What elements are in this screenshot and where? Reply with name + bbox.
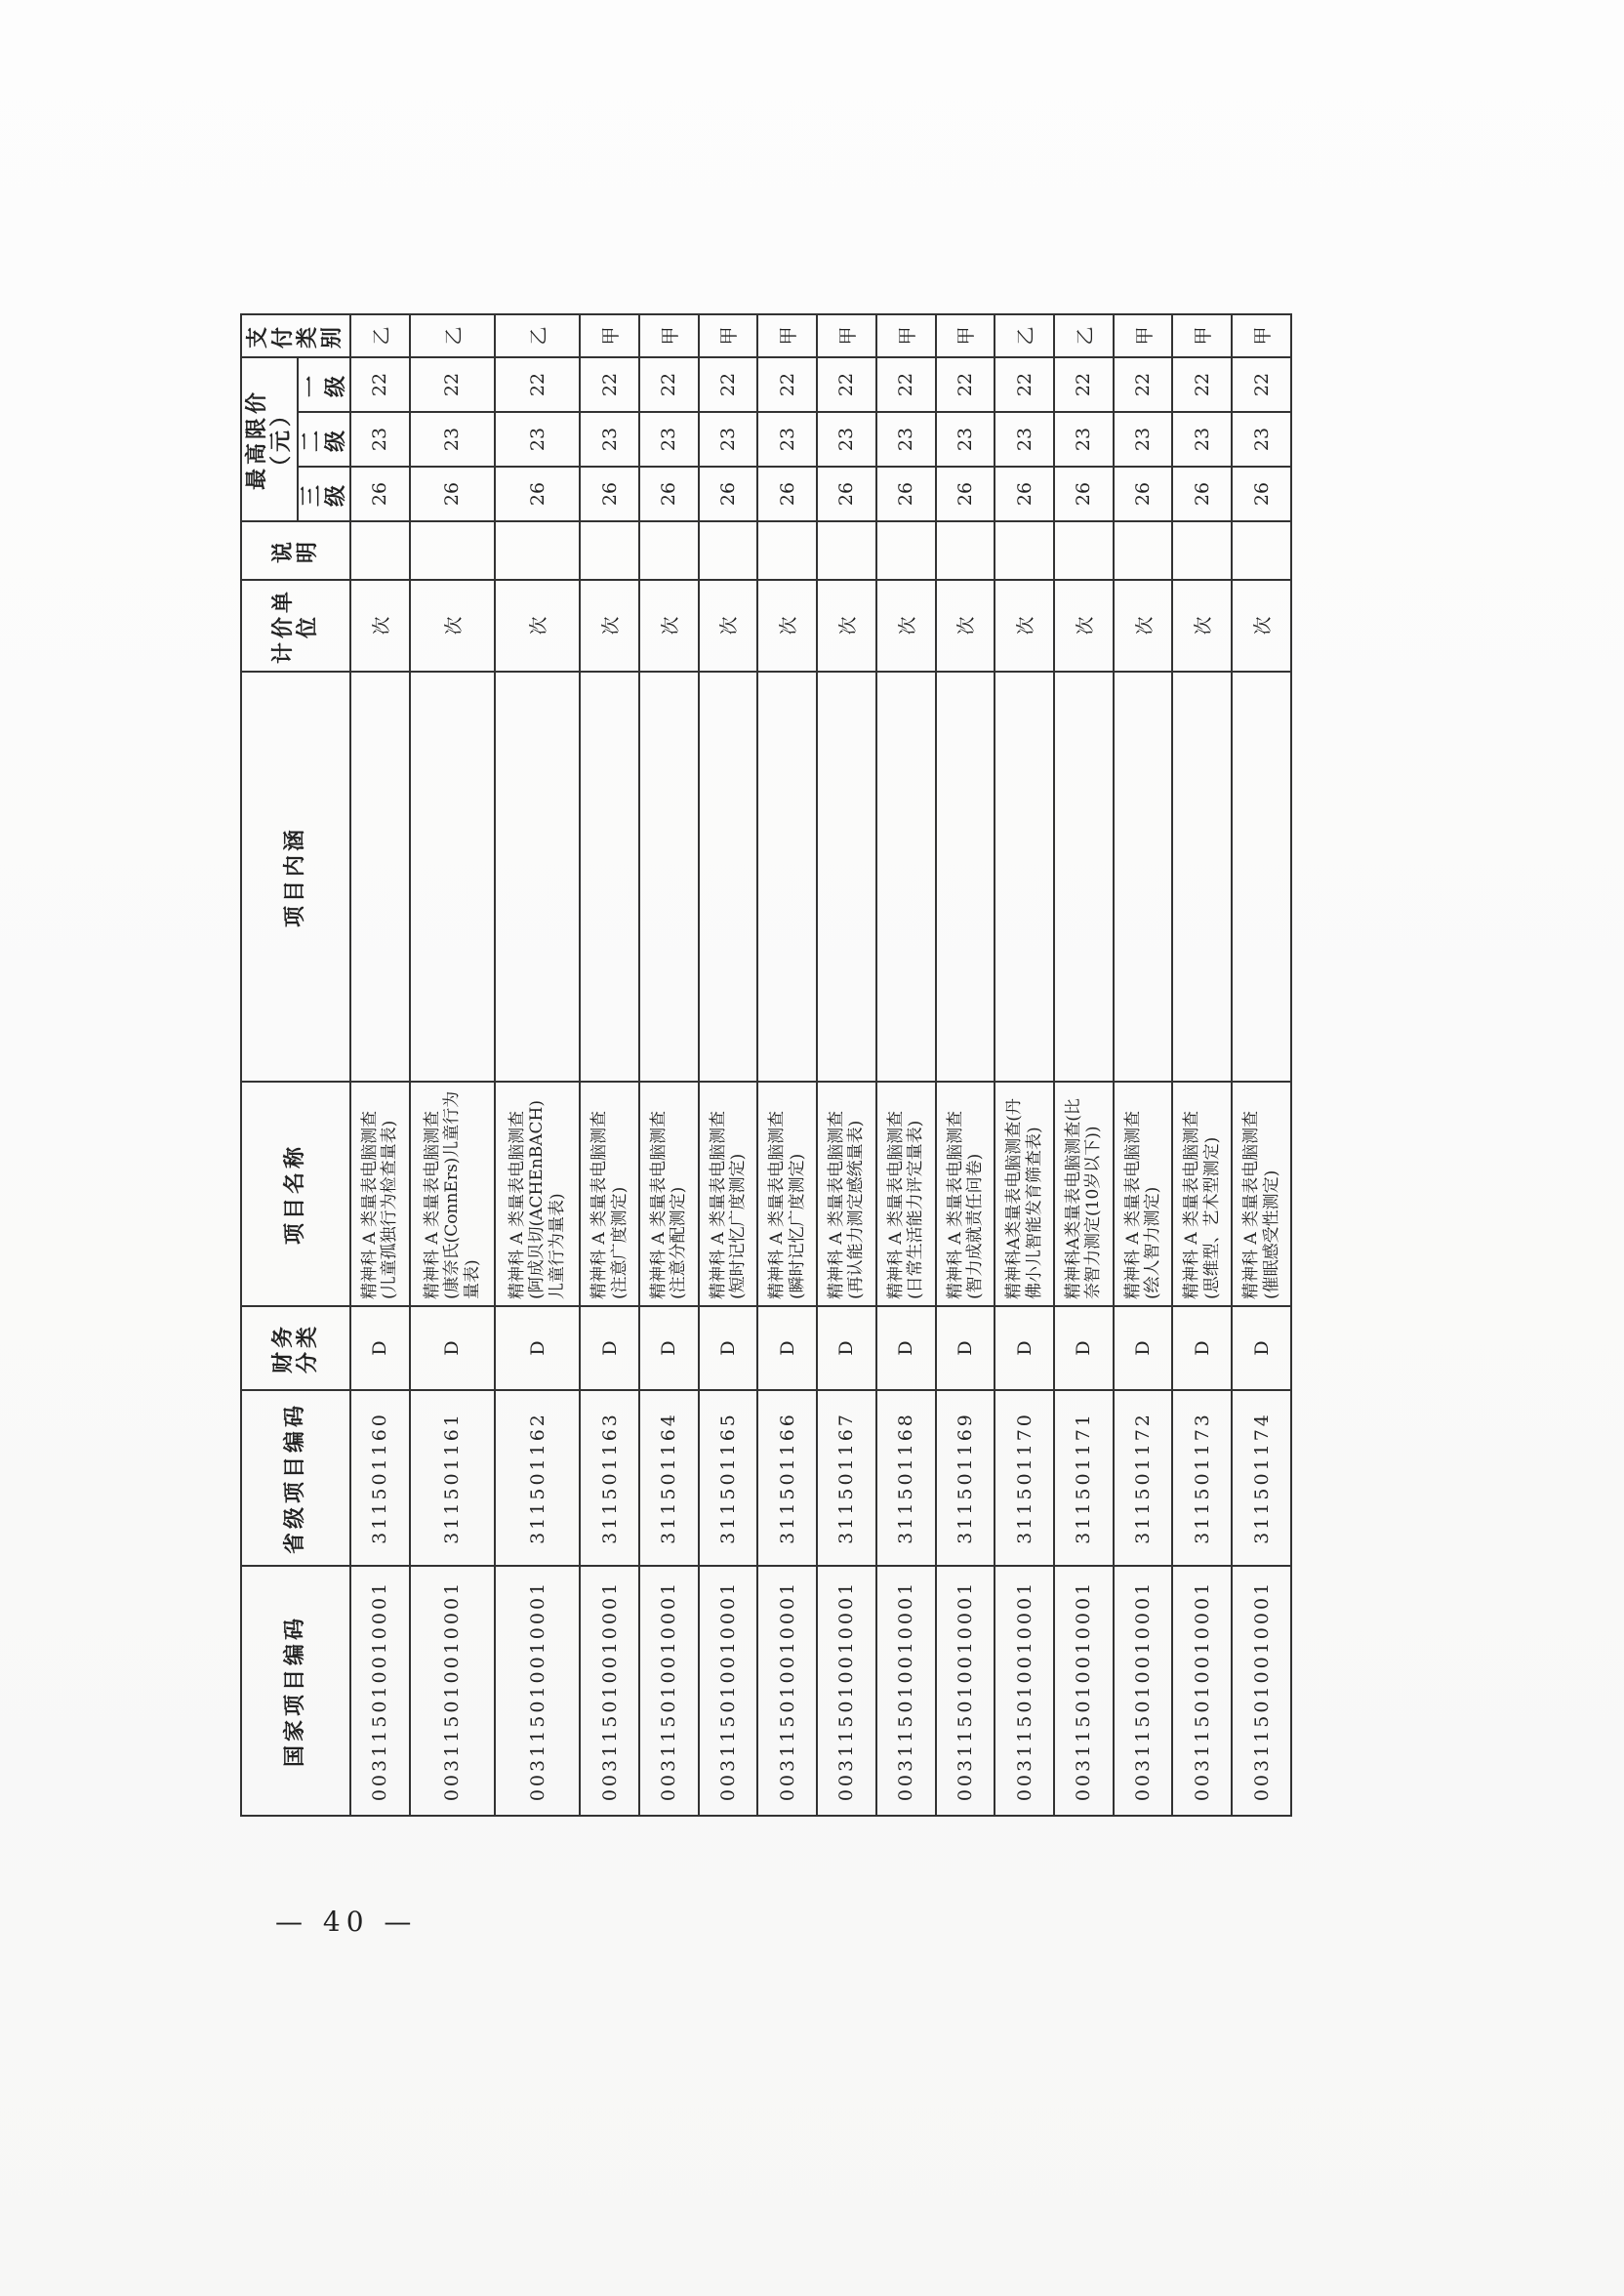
cell-level3: 26 [350, 467, 410, 521]
cell-item-name: 精神科 A 类量表电脑测查(短时记忆广度测定) [699, 1082, 758, 1306]
cell-item-name: 精神科 A 类量表电脑测查(康奈氏(ConnErs)儿童行为量表) [410, 1082, 495, 1306]
cell-provincial-code: 311501171 [1054, 1390, 1114, 1566]
cell-level3: 26 [936, 467, 995, 521]
table-row [1054, 314, 1114, 1816]
cell-level1: 22 [817, 357, 876, 412]
cell-item-name: 精神科 A 类量表电脑测查(再认能力测定感统量表) [817, 1082, 876, 1306]
header-provincial-code: 省级项目编码 [241, 1390, 350, 1566]
cell-finance-category: D [876, 1306, 936, 1390]
cell-national-code: 003115010010001 [495, 1566, 580, 1816]
cell-item-content [1232, 672, 1291, 1082]
cell-pay-category: 甲 [1232, 314, 1291, 357]
cell-item-content [639, 672, 699, 1082]
cell-pay-category: 乙 [350, 314, 410, 357]
cell-item-content [876, 672, 936, 1082]
cell-item-content [936, 672, 995, 1082]
cell-level3: 26 [1054, 467, 1114, 521]
cell-provincial-code: 311501161 [410, 1390, 495, 1566]
cell-pay-category: 甲 [1114, 314, 1173, 357]
cell-pay-category: 甲 [876, 314, 936, 357]
cell-note [410, 521, 495, 580]
cell-note [995, 521, 1054, 580]
table-row [699, 314, 758, 1816]
cell-item-name: 精神科 A 类量表电脑测查(儿童孤独行为检查量表) [350, 1082, 410, 1306]
cell-level3: 26 [1114, 467, 1173, 521]
cell-pay-category: 甲 [936, 314, 995, 357]
cell-level3: 26 [699, 467, 758, 521]
header-note: 说明 [241, 521, 350, 580]
cell-level2: 23 [817, 412, 876, 467]
cell-unit: 次 [936, 580, 995, 672]
cell-level2: 23 [495, 412, 580, 467]
cell-level1: 22 [757, 357, 817, 412]
cell-level2: 23 [580, 412, 639, 467]
table-row [1172, 314, 1232, 1816]
cell-item-name: 精神科 A 类量表电脑测查(绘人智力测定) [1114, 1082, 1173, 1306]
cell-unit: 次 [1172, 580, 1232, 672]
cell-provincial-code: 311501170 [995, 1390, 1054, 1566]
cell-provincial-code: 311501174 [1232, 1390, 1291, 1566]
cell-unit: 次 [495, 580, 580, 672]
cell-unit: 次 [817, 580, 876, 672]
cell-note [639, 521, 699, 580]
cell-note [1114, 521, 1173, 580]
cell-level3: 26 [757, 467, 817, 521]
cell-level2: 23 [936, 412, 995, 467]
cell-national-code: 003115010010001 [995, 1566, 1054, 1816]
cell-item-name: 精神科 A 类量表电脑测查(催眠感受性测定) [1232, 1082, 1291, 1306]
cell-level1: 22 [936, 357, 995, 412]
cell-pay-category: 甲 [639, 314, 699, 357]
cell-level2: 23 [1114, 412, 1173, 467]
cell-note [1054, 521, 1114, 580]
cell-pay-category: 乙 [410, 314, 495, 357]
table-row [876, 314, 936, 1816]
cell-level1: 22 [580, 357, 639, 412]
cell-finance-category: D [1114, 1306, 1173, 1390]
table-row [817, 314, 876, 1816]
cell-level3: 26 [995, 467, 1054, 521]
cell-pay-category: 甲 [580, 314, 639, 357]
cell-provincial-code: 311501165 [699, 1390, 758, 1566]
cell-provincial-code: 311501162 [495, 1390, 580, 1566]
cell-national-code: 003115010010001 [817, 1566, 876, 1816]
table-row [410, 314, 495, 1816]
cell-item-name: 精神科 A 类量表电脑测查(智力成就责任问卷) [936, 1082, 995, 1306]
cell-finance-category: D [995, 1306, 1054, 1390]
cell-provincial-code: 311501166 [757, 1390, 817, 1566]
cell-national-code: 003115010010001 [639, 1566, 699, 1816]
cell-provincial-code: 311501164 [639, 1390, 699, 1566]
cell-finance-category: D [410, 1306, 495, 1390]
cell-unit: 次 [1114, 580, 1173, 672]
cell-finance-category: D [936, 1306, 995, 1390]
cell-pay-category: 甲 [1172, 314, 1232, 357]
cell-level3: 26 [876, 467, 936, 521]
cell-provincial-code: 311501167 [817, 1390, 876, 1566]
cell-item-name: 精神科 A 类量表电脑测查(日常生活能力评定量表) [876, 1082, 936, 1306]
cell-item-content [410, 672, 495, 1082]
cell-national-code: 003115010010001 [410, 1566, 495, 1816]
cell-level1: 22 [639, 357, 699, 412]
header-level1: 一级 [298, 357, 350, 412]
cell-note [757, 521, 817, 580]
cell-level1: 22 [1054, 357, 1114, 412]
cell-note [350, 521, 410, 580]
table-row [1232, 314, 1291, 1816]
cell-item-content [350, 672, 410, 1082]
cell-level2: 23 [350, 412, 410, 467]
cell-pay-category: 甲 [757, 314, 817, 357]
cell-provincial-code: 311501160 [350, 1390, 410, 1566]
header-level3: 三级 [298, 467, 350, 521]
cell-finance-category: D [495, 1306, 580, 1390]
header-item-content: 项目内涵 [241, 672, 350, 1082]
cell-level3: 26 [580, 467, 639, 521]
cell-note [1172, 521, 1232, 580]
cell-national-code: 003115010010001 [580, 1566, 639, 1816]
cell-unit: 次 [639, 580, 699, 672]
cell-level3: 26 [1232, 467, 1291, 521]
cell-note [1232, 521, 1291, 580]
cell-level2: 23 [1054, 412, 1114, 467]
cell-level2: 23 [1232, 412, 1291, 467]
cell-finance-category: D [350, 1306, 410, 1390]
cell-level1: 22 [410, 357, 495, 412]
header-level2: 二级 [298, 412, 350, 467]
header-pay-category: 支付类别 [241, 314, 350, 357]
rotated-table-container [240, 315, 1292, 1817]
cell-provincial-code: 311501173 [1172, 1390, 1232, 1566]
cell-note [876, 521, 936, 580]
cell-level3: 26 [1172, 467, 1232, 521]
cell-level1: 22 [1232, 357, 1291, 412]
cell-item-name: 精神科 A 类量表电脑测查(瞬时记忆广度测定) [757, 1082, 817, 1306]
cell-national-code: 003115010010001 [757, 1566, 817, 1816]
cell-level1: 22 [350, 357, 410, 412]
cell-item-name: 精神科 A 类量表电脑测查(阿成贝切(ACHEnBACH)儿童行为量表) [495, 1082, 580, 1306]
cell-note [817, 521, 876, 580]
cell-provincial-code: 311501168 [876, 1390, 936, 1566]
cell-note [580, 521, 639, 580]
cell-finance-category: D [580, 1306, 639, 1390]
cell-item-content [580, 672, 639, 1082]
cell-finance-category: D [1172, 1306, 1232, 1390]
cell-note [699, 521, 758, 580]
header-national-code: 国家项目编码 [241, 1566, 350, 1816]
cell-pay-category: 甲 [699, 314, 758, 357]
cell-item-name: 精神科 A 类量表电脑测查(思维型、艺术型测定) [1172, 1082, 1232, 1306]
cell-level1: 22 [995, 357, 1054, 412]
cell-level2: 23 [699, 412, 758, 467]
cell-national-code: 003115010010001 [1114, 1566, 1173, 1816]
cell-finance-category: D [1054, 1306, 1114, 1390]
cell-finance-category: D [1232, 1306, 1291, 1390]
cell-level1: 22 [699, 357, 758, 412]
cell-provincial-code: 311501172 [1114, 1390, 1173, 1566]
cell-item-name: 精神科 A 类量表电脑测查(注意分配测定) [639, 1082, 699, 1306]
cell-item-content [817, 672, 876, 1082]
cell-national-code: 003115010010001 [1054, 1566, 1114, 1816]
table-row [936, 314, 995, 1816]
cell-item-content [495, 672, 580, 1082]
cell-finance-category: D [639, 1306, 699, 1390]
cell-level2: 23 [410, 412, 495, 467]
cell-provincial-code: 311501163 [580, 1390, 639, 1566]
table-row [1114, 314, 1173, 1816]
cell-level2: 23 [876, 412, 936, 467]
table-row [580, 314, 639, 1816]
cell-item-content [1054, 672, 1114, 1082]
cell-level2: 23 [757, 412, 817, 467]
cell-unit: 次 [580, 580, 639, 672]
header-unit: 计价单位 [241, 580, 350, 672]
page-number: — 40 — [275, 1906, 418, 1938]
cell-item-content [699, 672, 758, 1082]
table-row [995, 314, 1054, 1816]
cell-level2: 23 [639, 412, 699, 467]
cell-item-content [1114, 672, 1173, 1082]
cell-provincial-code: 311501169 [936, 1390, 995, 1566]
cell-level1: 22 [1172, 357, 1232, 412]
cell-national-code: 003115010010001 [936, 1566, 995, 1816]
cell-unit: 次 [410, 580, 495, 672]
cell-item-content [1172, 672, 1232, 1082]
cell-unit: 次 [1054, 580, 1114, 672]
cell-unit: 次 [1232, 580, 1291, 672]
table-row [350, 314, 410, 1816]
cell-level1: 22 [876, 357, 936, 412]
cell-finance-category: D [817, 1306, 876, 1390]
cell-unit: 次 [350, 580, 410, 672]
header-item-name: 项目名称 [241, 1082, 350, 1306]
cell-note [495, 521, 580, 580]
cell-pay-category: 乙 [1054, 314, 1114, 357]
cell-level1: 22 [1114, 357, 1173, 412]
cell-level3: 26 [495, 467, 580, 521]
cell-level3: 26 [817, 467, 876, 521]
cell-pay-category: 甲 [817, 314, 876, 357]
table-row [639, 314, 699, 1816]
cell-pay-category: 乙 [495, 314, 580, 357]
cell-pay-category: 乙 [995, 314, 1054, 357]
cell-item-content [757, 672, 817, 1082]
cell-unit: 次 [876, 580, 936, 672]
table-row [495, 314, 580, 1816]
cell-level2: 23 [995, 412, 1054, 467]
cell-national-code: 003115010010001 [699, 1566, 758, 1816]
table-row [757, 314, 817, 1816]
cell-level1: 22 [495, 357, 580, 412]
header-max-price: 最高限价（元） [241, 357, 298, 521]
price-table [240, 313, 1292, 1817]
cell-item-content [995, 672, 1054, 1082]
cell-level3: 26 [639, 467, 699, 521]
cell-national-code: 003115010010001 [1172, 1566, 1232, 1816]
cell-national-code: 003115010010001 [1232, 1566, 1291, 1816]
cell-item-name: 精神科A类量表电脑测查(比奈智力测定(10岁以下)) [1054, 1082, 1114, 1306]
cell-item-name: 精神科A类量表电脑测查(丹佛小儿智能发育筛查表) [995, 1082, 1054, 1306]
cell-level2: 23 [1172, 412, 1232, 467]
table-body [350, 314, 1291, 1816]
cell-national-code: 003115010010001 [350, 1566, 410, 1816]
header-finance-category: 财务分类 [241, 1306, 350, 1390]
cell-unit: 次 [757, 580, 817, 672]
cell-item-name: 精神科 A 类量表电脑测查(注意广度测定) [580, 1082, 639, 1306]
cell-finance-category: D [699, 1306, 758, 1390]
cell-finance-category: D [757, 1306, 817, 1390]
cell-national-code: 003115010010001 [876, 1566, 936, 1816]
cell-note [936, 521, 995, 580]
cell-unit: 次 [699, 580, 758, 672]
cell-level3: 26 [410, 467, 495, 521]
cell-unit: 次 [995, 580, 1054, 672]
